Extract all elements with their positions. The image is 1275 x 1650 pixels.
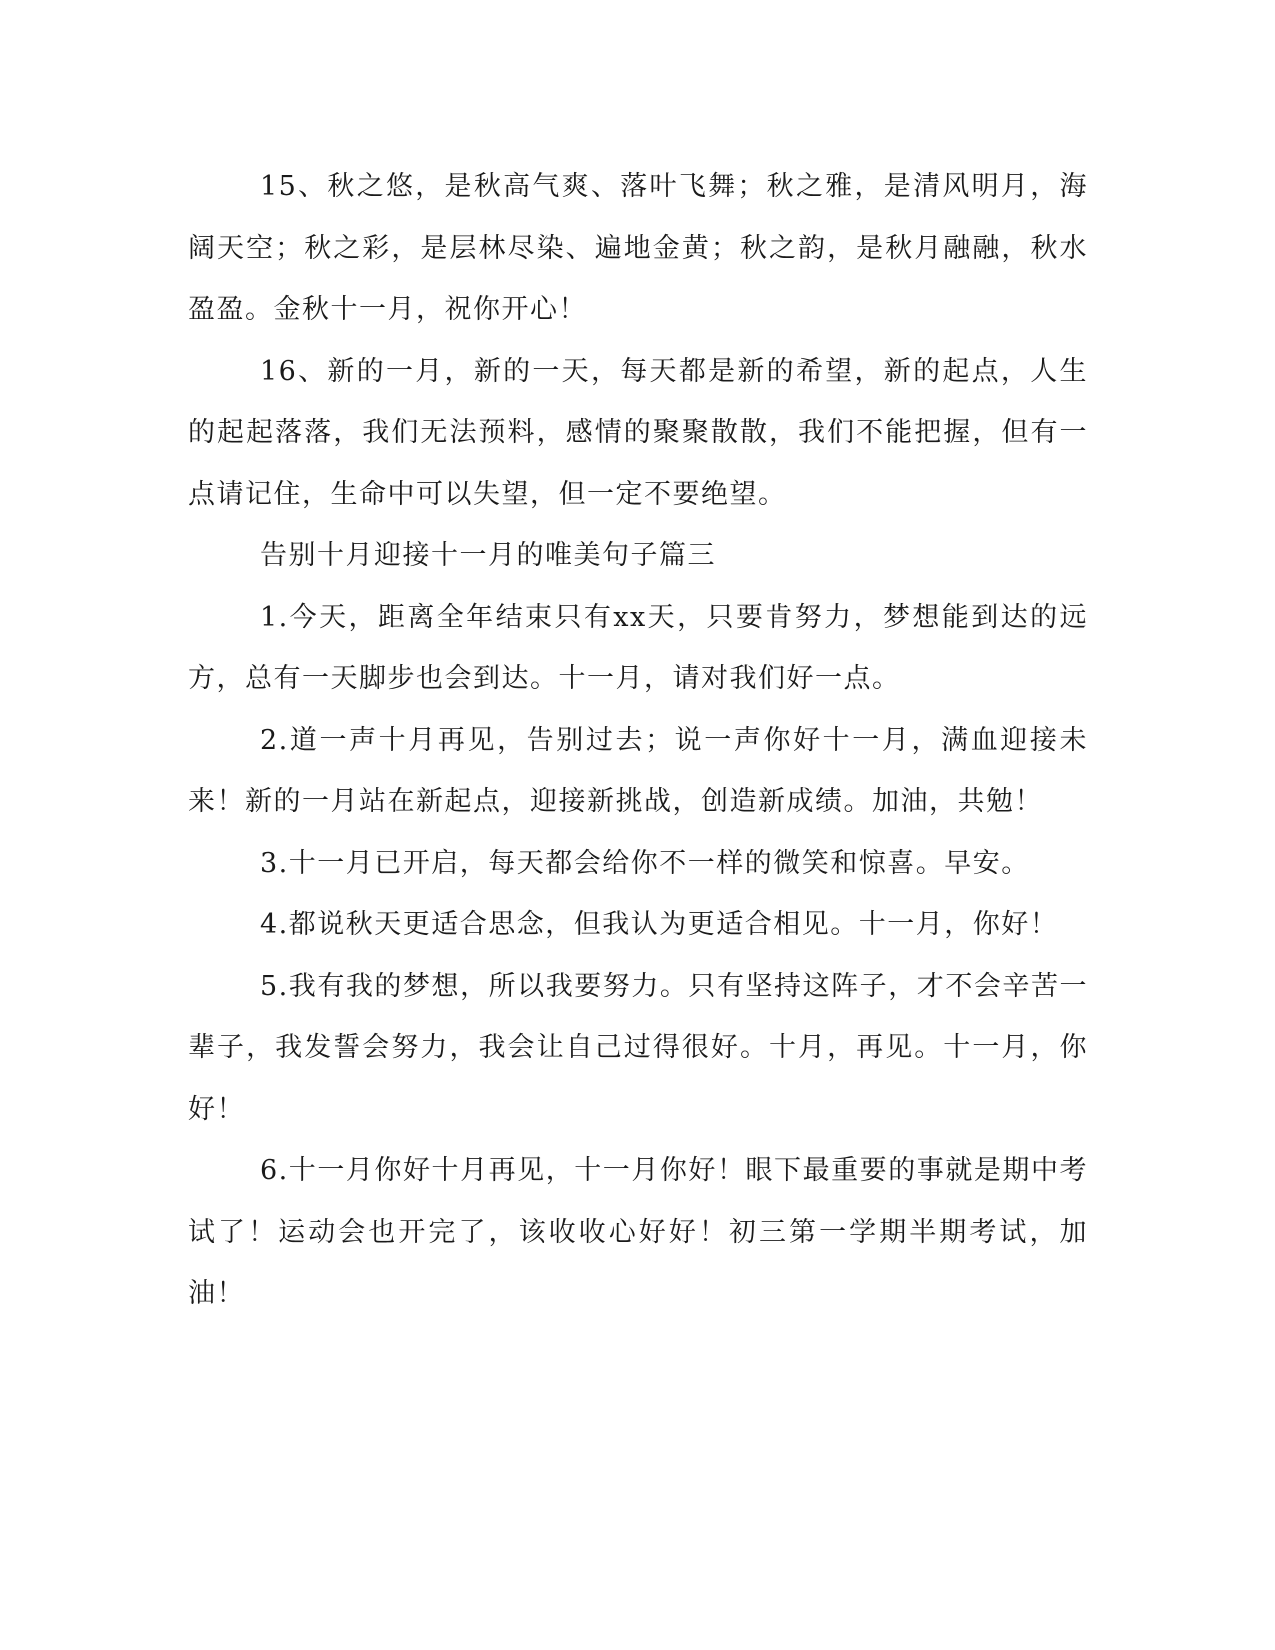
paragraph-3: 3.十一月已开启，每天都会给你不一样的微笑和惊喜。早安。 (260, 847, 1030, 879)
document-body (188, 156, 1088, 1325)
paragraph-4: 4.都说秋天更适合思念，但我认为更适合相见。十一月，你好！ (260, 909, 1059, 940)
paragraph-2: 2.道一声十月再见，告别过去；说一声你好十一月，满血迎接未来！新的一月站在新起点，迎接新挑战，创造新成绩。加油，共勉！ (188, 724, 1088, 817)
paragraph-5: 5.我有我的梦想，所以我要努力。只有坚持这阵子，才不会辛苦一辈子，我发誓会努力，我会让自己过得很好。十月，再见。十一月，你好！ (188, 970, 1088, 1125)
paragraph-15: 15、秋之悠，是秋高气爽、落叶飞舞；秋之雅，是清风明月，海阔天空；秋之彩，是层林尽染、遍地金黄；秋之韵，是秋月融融，秋水盈盈。金秋十一月，祝你开心！ (188, 171, 1088, 325)
paragraph-1: 1.今天，距离全年结束只有xx天，只要肯努力，梦想能到达的远方，总有一天脚步也会到达。十一月，请对我们好一点。 (188, 601, 1088, 694)
section-heading: 告别十月迎接十一月的唯美句子篇三 (260, 540, 716, 571)
paragraph-6: 6.十一月你好十月再见，十一月你好！眼下最重要的事就是期中考试了！运动会也开完了，该收收心好好！初三第一学期半期考试，加油！ (188, 1155, 1088, 1309)
paragraph-16: 16、新的一月，新的一天，每天都是新的希望，新的起点，人生的起起落落，我们无法预料，感情的聚聚散散，我们不能把握，但有一点请记住，生命中可以失望，但一定不要绝望。 (188, 355, 1088, 510)
